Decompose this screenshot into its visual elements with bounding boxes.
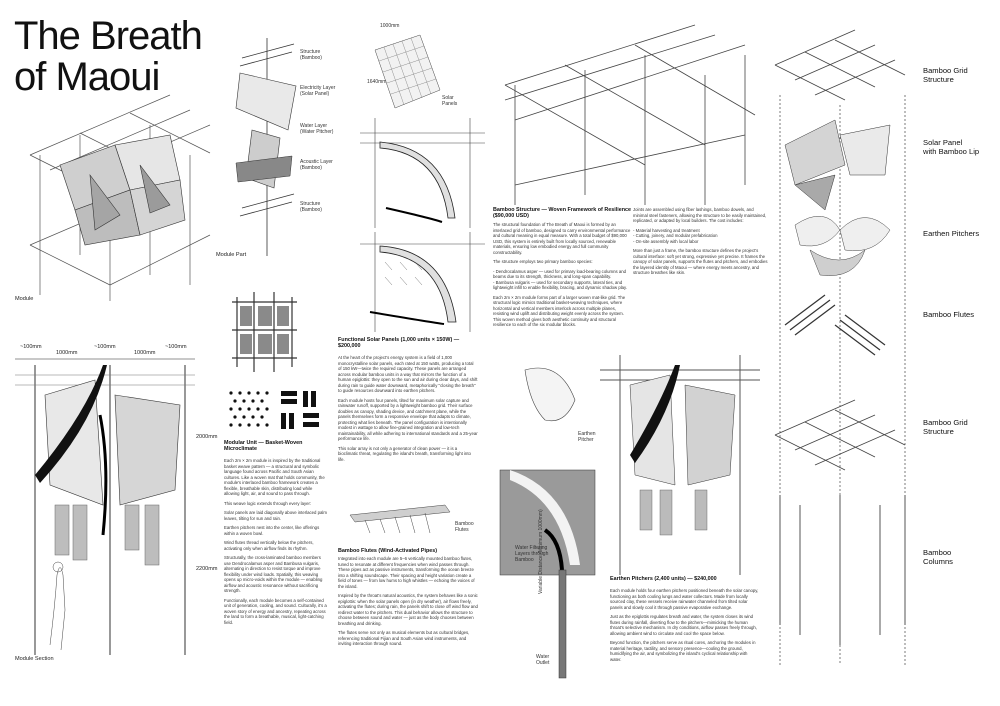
title-line-1: The Breath — [14, 14, 202, 58]
module-section-drawing — [15, 355, 195, 655]
right-label-bamboo-grid-bottom: Bamboo Grid Structure — [923, 418, 968, 436]
flutes-layer — [785, 295, 885, 355]
microclimate-paragraph-6: Structurally, the cross-laminated bamboo members use Dendrocalamus asper and Bambusa vulgaris, alternating in direction to resist torque and improve flexibility under wind loads. Spatially, this weaving opens up micro-voids within the module — enabling airflow and acoustic resonance without sacrificing strength. — [224, 555, 323, 593]
bamboo-paragraph-3: - Dendrocalamus asper — used for primary load-bearing columns and beams due to its strength, thickness, and long-span capability. - Bambusa vulgaris — used for secondary supports, lateral ties, and lightweight infill to enable flexibility, bracing, and dynamic shadow play. — [493, 268, 628, 290]
right-label-bamboo-flutes: Bamboo Flutes — [923, 310, 975, 319]
microclimate-paragraph-1: Each 2m × 2m module is inspired by the traditional basket weave pattern — a structural and symbolic language found across Pacific and South Asian cultures. Like a woven mat that holds community, the module's interlaced bamboo framework creates a flexible, breathable skin, distributing load while allowing light, air, and sound to pass through. — [224, 458, 325, 496]
earthen-pitcher-small-drawing — [520, 360, 580, 430]
microclimate-paragraph-5: Wind flutes thread vertically below the pitchers, activating only when airflow finds its rhythm. — [224, 540, 314, 551]
heading-solar: Functional Solar Panels (1,000 units × 150W) — $200,000 — [338, 337, 460, 350]
grid-top — [775, 30, 905, 100]
label-earthen-pitcher-small: Earthen Pitcher — [578, 431, 596, 443]
title-line-2: of Maoui — [14, 55, 160, 99]
label-structure-top: Structure (Bamboo) — [300, 49, 322, 61]
right-label-bamboo-grid-top: Bamboo Grid Structure — [923, 66, 968, 84]
body-bamboo — [493, 222, 633, 332]
exploded-axonometric-drawing — [765, 25, 915, 675]
body-solar — [338, 355, 478, 466]
bamboo-paragraph-1: The structural foundation of The Breath of Maoui is formed by an interlaced grid of bamboo, designed to carry environmental performance and cultural meaning in equal measure. With a total budget of $90,000 USD, this system is entirely built from locally sourced, renewable materials, ensuring low embodied energy and full community constructability. — [493, 222, 631, 255]
pitcher-module-section-drawing — [600, 345, 760, 575]
right-label-bamboo-columns: Bamboo Columns — [923, 548, 953, 566]
right-label-solar-panel: Solar Panel with Bamboo Lip — [923, 138, 980, 156]
bamboo-flutes-small-drawing — [345, 500, 455, 535]
bamboo-right-paragraph-2: - Material harvesting and treatment - Cutting, joinery, and modular prefabrication - On-site assembly with local labor — [633, 227, 718, 244]
panel-dim-height: 1640mm — [367, 79, 387, 85]
dim-gap-1: ~100mm — [20, 344, 42, 350]
body-microclimate — [224, 458, 328, 629]
label-bamboo-flutes-small: Bamboo Flutes — [455, 521, 474, 533]
dot-pattern-drawing — [226, 388, 271, 433]
microclimate-paragraph-2: This weave logic extends through every layer: — [224, 500, 312, 506]
pitcher-column-drawing — [555, 570, 570, 680]
label-structure-bottom: Structure (Bamboo) — [300, 201, 322, 213]
label-water-filtering: Water Filtering Layers through Bamboo — [515, 545, 549, 563]
pitchers-paragraph-3: Beyond function, the pitchers serve as ritual cores, anchoring the modules in material heritage, tactility, and sensory presence—cooling the ground, humidifying the air, and symbolizing the island's cyclical relationship with water. — [610, 640, 756, 662]
pitchers-layer — [795, 216, 890, 276]
flutes-paragraph-3: The flutes serve not only as musical elements but as cultural bridges, referencing traditional Fijian and South Asian wind instruments, and inviting interaction through sound. — [338, 630, 470, 646]
flutes-paragraph-2: Inspired by the throat's natural acoustics, the system behaves like a sonic epiglottis: when the solar panels open (in dry weather), air flows freely, activating the flutes; during rain, the panels shift to close off wind flow and redirect water to the pitchers. This dual behavior allows the structure to choose between sound and water — just as the body chooses between breathing and drinking. — [338, 593, 478, 626]
bamboo-paragraph-4: Each 2m × 2m module forms part of a larger woven mat-like grid. The structural logic mimics traditional basket-weaving techniques, where horizontal and vertical members interlock across multiple planes, resisting wind uplift and distributing weight evenly across the system. This woven method gives both aesthetic continuity and structural resilience to each of the six modular blocks. — [493, 294, 626, 327]
bamboo-right-paragraph-3: More than just a frame, the bamboo structure defines the project's cultural interface: soft yet strong, expressive yet precise. It frames the canopy of solar panels, supports the flutes and pitchers, and embodies the layered identity of Maoui — where energy meets ancestry, and structure breathes like skin. — [633, 248, 768, 275]
page-title — [14, 16, 202, 98]
microclimate-paragraph-3: Solar panels are laid diagonally above interlaced palm leaves, tilting for sun and rain. — [224, 510, 327, 521]
bamboo-right-paragraph-1: Joints are assembled using fiber lashings, bamboo dowels, and minimal steel fasteners, allowing the structure to be easily maintained, replicated, or adapted by local builders. The cost includes: — [633, 207, 767, 223]
dim-height-1: 2000mm — [196, 434, 218, 440]
solar-section-drawing-bottom — [340, 232, 485, 332]
label-water-layer: Water Layer (Water Pitcher) — [300, 123, 334, 135]
dim-span-2: 1000mm — [134, 350, 156, 356]
dim-height-2: 2200mm — [196, 566, 218, 572]
label-variable-distance: Variable Distance (Minimum 1000mm) — [538, 509, 544, 594]
label-electricity-layer: Electricity Layer (Solar Panel) — [300, 85, 336, 97]
pitchers-paragraph-1: Each module holds four earthen pitchers positioned beneath the solar canopy, functioning as both cooling lungs and water collectors. Made from locally sourced clay, these vessels receive rainwater channeled from tilted solar panels and slowly cool it through passive evaporative exchange. — [610, 588, 759, 610]
solar-panels-layer — [785, 120, 890, 210]
body-bamboo-right — [633, 207, 768, 280]
pitchers-paragraph-2: Just as the epiglottis regulates breath and water, the system closes its wind flutes during rainfall, diverting flow to the pitchers—mimicking the human throat's selective mechanism. In dry conditions, airflow passes freely through, allowing ambient wind to circulate and cool the space below. — [610, 614, 757, 636]
module-isometric-drawing — [20, 95, 230, 305]
label-module: Module — [15, 296, 34, 302]
module-part-exploded — [232, 38, 302, 258]
heading-pitchers: Earthen Pitchers (2,400 units) — $240,000 — [610, 576, 717, 582]
label-module-section: Module Section — [15, 656, 54, 662]
bamboo-structure-drawing — [495, 25, 765, 205]
dim-gap-3: ~100mm — [165, 344, 187, 350]
label-water-outlet: Water Outlet — [536, 654, 550, 666]
flutes-paragraph-1: Integrated into each module are 5–6 vertically mounted bamboo flutes, tuned to resonate at different frequencies when wind passes through. These pipes act as passive instruments, transforming the ocean breeze into a shifting soundscape. Their spacing and height variation create a field of tones — from low hums to high whistles — echoing the voices of the island. — [338, 556, 475, 589]
bamboo-paragraph-2: The structure employs two primary bamboo species: — [493, 259, 593, 264]
microclimate-paragraph-4: Earthen pitchers nest into the center, like offerings within a woven bowl. — [224, 525, 320, 536]
heading-bamboo: Bamboo Structure — Woven Framework of Resilience ($90,000 USD) — [493, 207, 631, 220]
columns-layer — [780, 495, 905, 645]
heading-microclimate: Modular Unit — Basket-Woven Microclimate — [224, 440, 303, 453]
right-label-earthen-pitchers: Earthen Pitchers — [923, 229, 980, 238]
label-solar-panels: Solar Panels — [442, 95, 458, 107]
solar-paragraph-1: At the heart of the project's energy system is a field of 1,000 monocrystalline solar panels, each rated at 150 watts, producing a total of 150 kW—twice the required capacity. These panels are arranged across modular bamboo units in a way that mirrors the function of a human epiglottis: they open to the sun and air during clear days, and shift during rain to guide water downward, metaphorically "closing the breath" to guide resources downward into earthen pitchers. — [338, 355, 478, 393]
solar-paragraph-2: Each module hosts four panels, tilted for maximum solar capture and rainwater runoff, supported by a lightweight bamboo grid. Their surface doubles as canopy, shading device, and catchment plane, while the panels themselves form a responsive envelope that adapts to climate, protecting what lies beneath. The panel configuration is intentionally modest in wattage to allow fine-grained integration and low-tech maintainability, all while adhering to international standards and a 25-year performance life. — [338, 397, 478, 441]
label-module-part: Module Part — [216, 252, 247, 258]
body-pitchers — [610, 588, 760, 666]
weave-plan-drawing — [232, 292, 297, 372]
panel-dim-width: 1000mm — [380, 23, 400, 29]
dim-gap-2: ~100mm — [94, 344, 116, 350]
microclimate-paragraph-7: Functionally, each module becomes a self-contained unit of generation, cooling, and sound. Culturally, it's a woven story of energy and ancestry, repeating across the land to form a breathable, musical, light-catching field. — [224, 597, 327, 625]
basket-weave-drawing — [279, 389, 321, 431]
body-flutes — [338, 556, 478, 651]
dim-span-1: 1000mm — [56, 350, 78, 356]
solar-paragraph-3: This solar array is not only a generator of clean power — it is a bioclimatic threat, regulating the island's breath, transforming light into life. — [338, 445, 471, 462]
label-acoustic-layer: Acoustic Layer (Bamboo) — [300, 159, 333, 171]
solar-section-drawing-top — [340, 118, 485, 228]
heading-flutes: Bamboo Flutes (Wind-Activated Pipes) — [338, 548, 438, 554]
solar-panel-grid-drawing — [365, 30, 445, 115]
